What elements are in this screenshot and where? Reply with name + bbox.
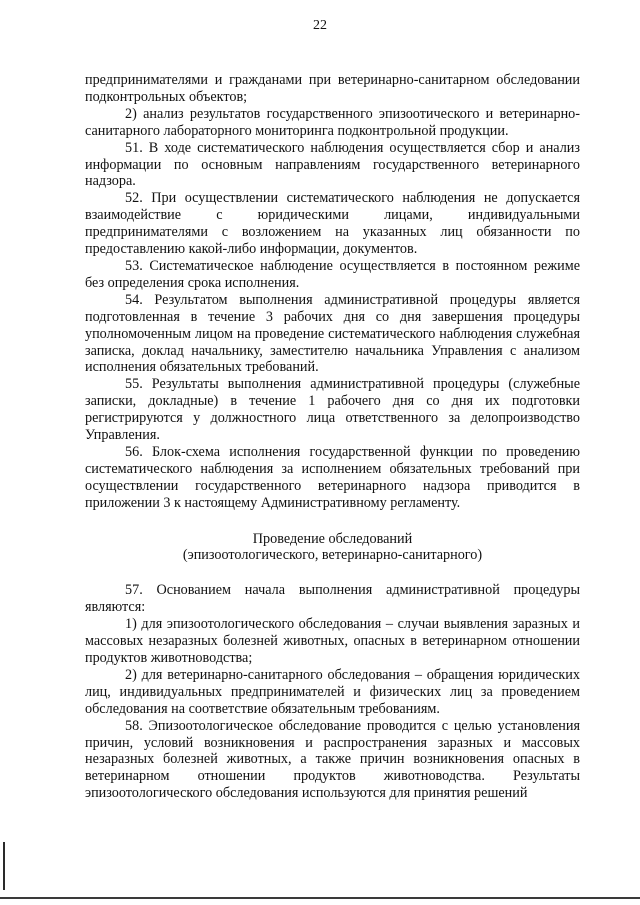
paragraph: 52. При осуществлении систематического наблюдения не допускается взаимодействие с юридическими лицами, индивидуальными предпринимателями с возложением на указанных лиц обязанности по предоставлению какой-либо информации, документов. — [85, 190, 580, 258]
scan-bottom-edge — [0, 897, 640, 899]
document-body — [85, 72, 580, 802]
section-heading — [85, 531, 580, 565]
paragraph: 2) для ветеринарно-санитарного обследования – обращения юридических лиц, индивидуальных предпринимателей и физических лиц за проведением обследования на соответствие обязательным требованиям. — [85, 666, 580, 717]
section-heading-line2: (эпизоотологического, ветеринарно-санитарного) — [182, 547, 483, 564]
paragraph: предпринимателями и гражданами при ветеринарно-санитарном обследовании подконтрольных объектов; — [85, 72, 580, 105]
paragraph: 51. В ходе систематического наблюдения осуществляется сбор и анализ информации по основным направлениям государственного ветеринарного надзора. — [85, 139, 580, 190]
top-paragraphs — [85, 72, 580, 512]
page-number: 22 — [313, 18, 327, 33]
bottom-paragraphs — [85, 582, 580, 802]
paragraph: 54. Результатом выполнения административной процедуры является подготовленная в течение 3 рабочих дня со дня завершения процедуры уполномоченным лицом на проведение систематического наблюдения служебная записка, доклад начальнику, заместителю начальника Управления с анализом исполнения обязательных требований. — [85, 291, 580, 376]
paragraph: 55. Результаты выполнения административной процедуры (служебные записки, докладные) в течение 1 рабочего дня со дня их подготовки регистрируются у должностного лица ответственного за делопроизводство Управления. — [85, 376, 580, 444]
paragraph: 2) анализ результатов государственного эпизоотического и ветеринарно-санитарного лабораторного мониторинга подконтрольной продукции. — [85, 105, 580, 139]
paragraph: 1) для эпизоотологического обследования – случаи выявления заразных и массовых незаразных болезней животных, опасных в ветеринарном отношении продуктов животноводства; — [85, 616, 580, 666]
paragraph: 56. Блок-схема исполнения государственной функции по проведению систематического наблюдения за исполнением обязательных требований при осуществлении государственного ветеринарного надзора приводится в приложении 3 к настоящему Административному регламенту. — [85, 443, 580, 511]
section-heading-line1: Проведение обследований — [252, 530, 413, 547]
paragraph: 57. Основанием начала выполнения административной процедуры являются: — [85, 582, 580, 616]
scan-edge-mark — [3, 842, 5, 890]
paragraph: 58. Эпизоотологическое обследование проводится с целью установления причин, условий возникновения и распространения заразных и массовых незаразных болезней животных, а также причин возникновения опасных в ветеринарном отношении продуктов животноводства. Результаты эпизоотологического обследования используются для принятия решений — [85, 717, 580, 802]
paragraph: 53. Систематическое наблюдение осуществляется в постоянном режиме без определения срока исполнения. — [85, 257, 580, 291]
